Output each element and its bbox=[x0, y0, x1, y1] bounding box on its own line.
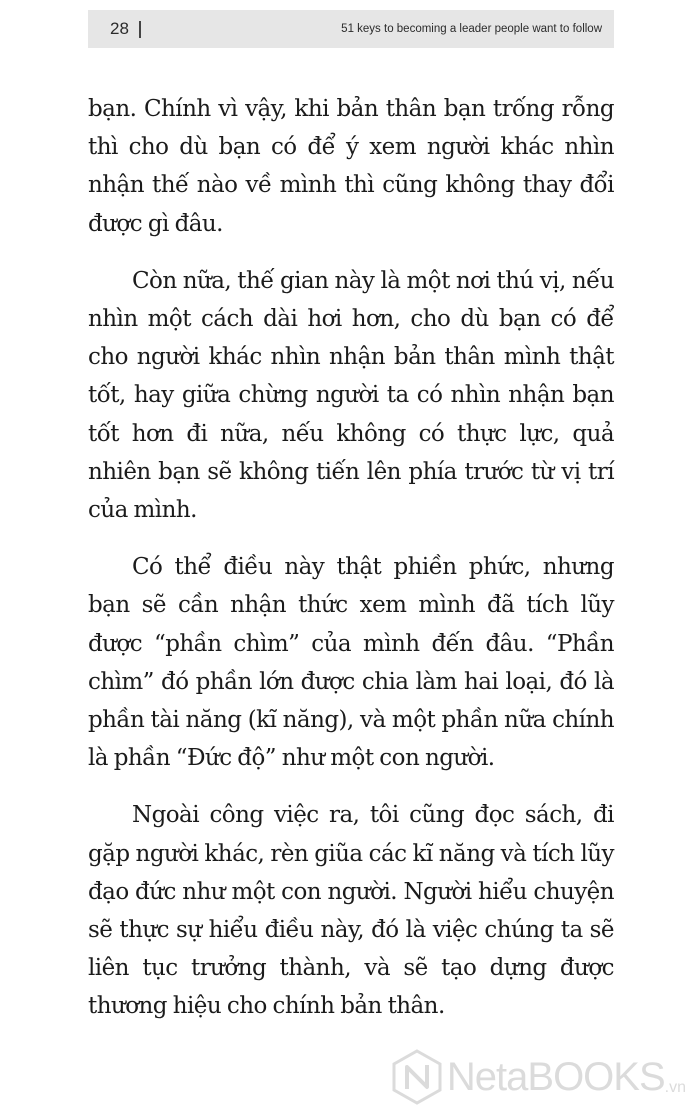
page-number: 28 bbox=[110, 19, 129, 38]
paragraph-2: Còn nữa, thế gian này là một nơi thú vị, nếu nhìn một cách dài hơi hơn, cho dù bạn có để cho người khác nhìn nhận bản thân mình thật tốt, hay giữa chừng người ta có nhìn nhận bạn tốt hơn đi nữa, nếu không có thực lực, quả nhiên bạn sẽ không tiến lên phía trước từ vị trí của mình. bbox=[88, 267, 614, 524]
running-title: 51 keys to becoming a leader people want to follow bbox=[341, 23, 602, 35]
watermark-brand: NetaBOOKS bbox=[446, 1054, 665, 1099]
running-header bbox=[88, 10, 614, 48]
netabooks-watermark bbox=[391, 1049, 686, 1105]
paragraph-1: bạn. Chính vì vậy, khi bản thân bạn trống rỗng thì cho dù bạn có để ý xem người khác nhìn nhận thế nào về mình thì cũng không thay đổi được gì đâu. bbox=[88, 96, 614, 237]
paragraph-3: Có thể điều này thật phiền phức, nhưng bạn sẽ cần nhận thức xem mình đã tích lũy được “phần chìm” của mình đến đâu. “Phần chìm” đó phần lớn được chia làm hai loại, đó là phần tài năng (kĩ năng), và một phần nữa chính là phần “Đức độ” như một con người. bbox=[88, 554, 614, 772]
paragraph-4: Ngoài công việc ra, tôi cũng đọc sách, đi gặp người khác, rèn giũa các kĩ năng và tích lũy đạo đức như một con người. Người hiểu chuyện sẽ thực sự hiểu điều này, đó là việc chúng ta sẽ liên tục trưởng thành, và sẽ tạo dựng được thương hiệu cho chính bản thân. bbox=[88, 802, 614, 1020]
header-separator bbox=[139, 21, 141, 38]
watermark-suffix: .vn bbox=[664, 1079, 686, 1096]
netabooks-logo-icon bbox=[391, 1049, 443, 1105]
page-body bbox=[88, 90, 614, 1045]
